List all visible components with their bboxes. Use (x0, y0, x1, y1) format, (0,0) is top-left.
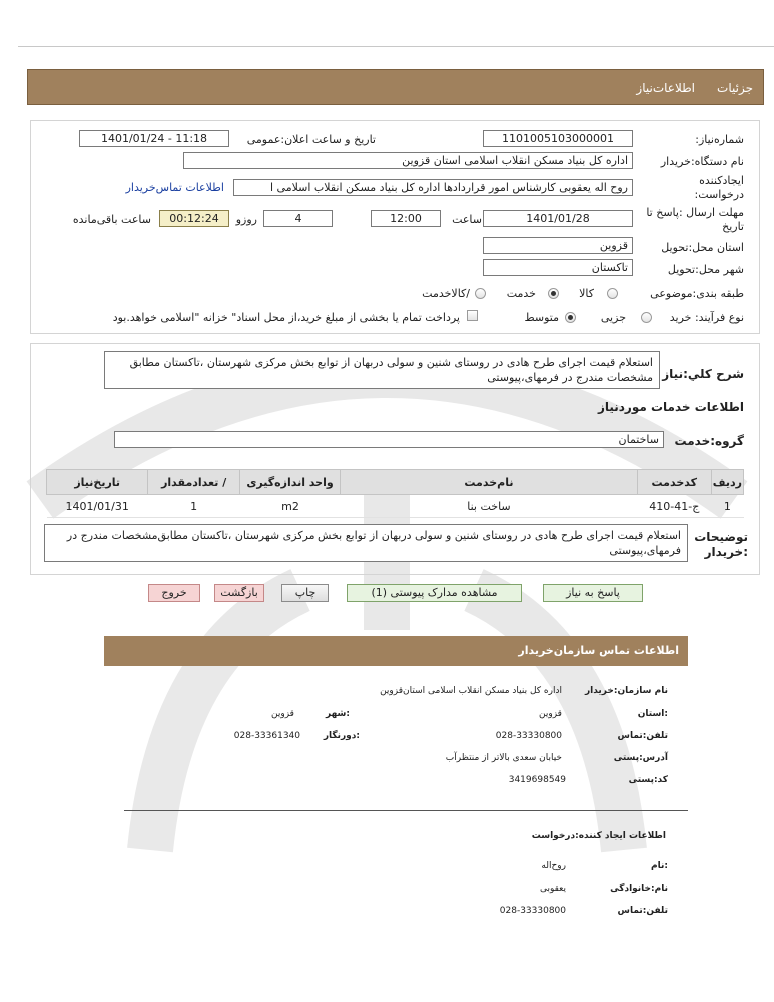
process-option-medium: متوسط (524, 311, 559, 324)
buyer-contact-link[interactable]: اطلاعات تماس‌خریدار (125, 181, 224, 194)
tab-need-info[interactable]: اطلاعات‌نیاز (636, 81, 695, 95)
exit-button[interactable]: خروج (148, 584, 200, 602)
reply-button[interactable]: پاسخ به نیاز (543, 584, 643, 602)
deadline-label-2: تاریخ (722, 220, 744, 233)
buyer-org-field: اداره کل بنیاد مسکن انقلاب اسلامی استان قزوین (183, 152, 633, 169)
treasury-payment-note: پرداخت تمام یا بخشی از مبلغ خرید،از محل اسناد" خزانه "اسلامی خواهد.بود (112, 311, 460, 324)
description-label: شرح کلي:نیاز (662, 367, 744, 381)
process-radio-minor[interactable] (641, 312, 652, 323)
col-quantity: / تعدادمقدار (148, 470, 240, 495)
category-radio-service[interactable] (548, 288, 559, 299)
remaining-time-field: 00:12:24 (159, 210, 229, 227)
category-option-goods: کالا (579, 287, 594, 300)
services-title: اطلاعات خدمات موردنیاز (597, 400, 744, 414)
section-divider (124, 810, 688, 811)
creator-label-2: درخواست: (694, 188, 744, 201)
buyer-notes-label-2: :خریدار (704, 545, 748, 559)
top-divider (18, 46, 774, 47)
print-button[interactable]: چاپ (281, 584, 329, 602)
table-row (47, 495, 744, 518)
cell-service-name: ساخت بنا (341, 495, 638, 518)
process-option-minor: جزیی (600, 311, 626, 324)
city-label: شهر محل:تحویل (667, 263, 744, 276)
buyer-notes-text: استعلام قیمت اجرای طرح هادی در روستای شنین و سولی دربهان از توابع بخش مرکزی شهرستان ،تاکستان مطابق‌مشخصات مندرج در فرمهای،پیوستی (44, 524, 688, 562)
cell-unit: m2 (239, 495, 340, 518)
city-field: تاکستان (483, 259, 633, 276)
deadline-time-field: 12:00 (371, 210, 441, 227)
creator-field: روح اله یعقوبی کارشناس امور قراردادها اداره کل بنیاد مسکن انقلاب اسلامی ا (233, 179, 633, 196)
deadline-date-field: 1401/01/28 (483, 210, 633, 227)
creator-name-label: :نام (651, 861, 668, 871)
contact-fax-label: :دورنگار (323, 731, 360, 741)
category-radio-goods[interactable] (607, 288, 618, 299)
cell-row: 1 (711, 495, 743, 518)
back-button[interactable]: بازگشت (214, 584, 264, 602)
need-number-label: شماره‌نیاز: (695, 133, 744, 146)
contact-phone-value: 028-33330800 (495, 731, 562, 741)
contact-section-title: اطلاعات تماس سازمان‌خریدار (518, 644, 679, 657)
contact-org-label: نام سازمان:خریدار (584, 686, 668, 696)
table-header-row (47, 470, 744, 495)
cell-service-code: ج-41-410 (637, 495, 711, 518)
creator-family-label: نام:خانوادگی (610, 884, 668, 894)
contact-fax-value: 028-33361340 (233, 731, 300, 741)
announce-label: تاریخ و ساعت اعلان:عمومی (246, 133, 376, 146)
deadline-time-label: ساعت (452, 213, 482, 226)
cell-quantity: 1 (148, 495, 240, 518)
category-option-goods-service: /کالاخدمت (422, 287, 470, 300)
category-label: طبقه بندی:موضوعی (650, 287, 744, 300)
description-text: استعلام قیمت اجرای طرح هادی در روستای شنین و سولی دربهان از توابع بخش مرکزی شهرستان ،تاکستان مطابق مشخصات مندرج در فرمهای،پیوستی (104, 351, 660, 389)
deadline-label: مهلت ارسال :پاسخ تا (646, 206, 744, 219)
contact-province-label: :استان (637, 709, 668, 719)
process-type-label: نوع فرآیند: خرید (669, 311, 744, 324)
col-service-name: نام‌خدمت (341, 470, 638, 495)
contact-address-value: خیابان سعدی بالاتر از منتظرآب (445, 753, 562, 763)
creator-phone-label: تلفن:تماس (617, 906, 668, 916)
province-field: قزوین (483, 237, 633, 254)
contact-city-label: :شهر (326, 709, 350, 719)
col-need-date: تاریخ‌نیاز (47, 470, 148, 495)
contact-postal-label: کد:پستی (628, 775, 668, 785)
tab-details[interactable]: جزئیات (717, 81, 753, 95)
contact-org-value: اداره کل بنیاد مسکن انقلاب اسلامی استان‌قزوین (380, 686, 562, 696)
service-group-label: گروه:خدمت (674, 434, 744, 448)
treasury-payment-checkbox[interactable] (467, 310, 478, 321)
contact-section-header (104, 636, 688, 666)
contact-address-label: آدرس:پستی (613, 753, 668, 763)
col-service-code: کدخدمت (637, 470, 711, 495)
creator-family-value: یعقوبی (539, 884, 566, 894)
remaining-label: ساعت باقی‌مانده (72, 213, 151, 226)
services-table (46, 469, 744, 518)
col-row: ردیف (711, 470, 743, 495)
contact-phone-label: تلفن:تماس (617, 731, 668, 741)
province-label: استان محل:تحویل (661, 241, 744, 254)
view-attachments-button[interactable]: مشاهده مدارک پیوستی (1) (347, 584, 522, 602)
creator-phone-value: 028-33330800 (499, 906, 566, 916)
cell-need-date: 1401/01/31 (47, 495, 148, 518)
col-unit: واحد اندازه‌گیری (239, 470, 340, 495)
service-group-field: ساختمان (114, 431, 664, 448)
buyer-notes-label: توضیحات (694, 530, 748, 544)
need-number-field: 1101005103000001 (483, 130, 633, 147)
page-header-bar (27, 69, 764, 105)
buyer-org-label: نام دستگاه:خریدار (660, 155, 744, 168)
category-radio-goods-service[interactable] (475, 288, 486, 299)
creator-name-value: روح‌اله (541, 861, 566, 871)
creator-info-title: اطلاعات ایجاد کننده:درخواست (531, 831, 666, 841)
contact-city-value: قزوین (271, 709, 294, 719)
announce-datetime-field: 1401/01/24 - 11:18 (79, 130, 229, 147)
process-radio-medium[interactable] (565, 312, 576, 323)
contact-province-value: قزوین (539, 709, 562, 719)
days-field: 4 (263, 210, 333, 227)
creator-label: ایجادکننده (699, 174, 744, 187)
contact-postal-value: 3419698549 (508, 775, 566, 785)
category-option-service: خدمت (506, 287, 536, 300)
days-label: روزو (235, 213, 257, 226)
